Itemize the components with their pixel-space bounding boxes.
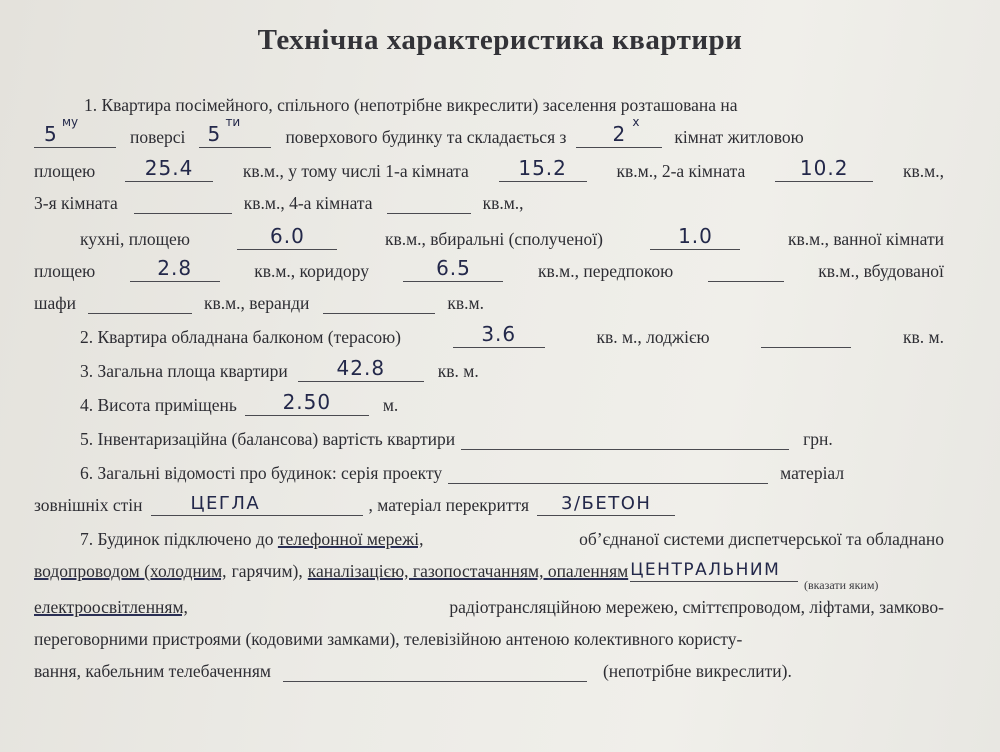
toilet-value: 1.0 (678, 224, 713, 248)
living-area-value: 25.4 (144, 156, 194, 180)
label-room2: кв.м., 2-а кімната (616, 161, 746, 181)
label-room1: кв.м., у тому числі 1-а кімната (242, 161, 469, 181)
loggia-field[interactable] (761, 325, 851, 348)
floors-total-suffix: ти (225, 115, 241, 129)
label-hallway: кв.м., передпокою (537, 261, 674, 281)
kitchen-field[interactable] (237, 224, 337, 250)
label-floor-material: , матеріал перекриття (368, 495, 529, 515)
label-sqm-3: кв.м. (447, 293, 484, 313)
height-value: 2.50 (282, 390, 332, 414)
water-cold: водопроводом (холодним, (34, 561, 227, 581)
heating-note: (вказати яким) (804, 578, 879, 592)
rooms-value: 2 (612, 122, 627, 146)
telephone-network: телефонної мережі, (277, 529, 424, 549)
label-connected: 7. Будинок підключено до (80, 529, 274, 549)
s7-l1 (80, 529, 424, 550)
label-dispatch: об’єднаної системи диспетчерської та обладнано (579, 529, 944, 549)
balcony-value: 3.6 (481, 322, 517, 346)
s1-line2 (34, 115, 944, 148)
floors-total-value: 5 (207, 122, 222, 146)
water-hot: гарячим), (231, 561, 303, 581)
label-toilet: кв.м., вбиральні (сполученої) (384, 229, 603, 249)
kitchen-value: 6.0 (270, 224, 305, 248)
s1-line6 (34, 252, 944, 282)
rooms-field[interactable] (576, 115, 662, 148)
label-material: матеріал (780, 463, 845, 483)
label-meters: м. (382, 395, 399, 415)
s1-line1 (34, 86, 944, 116)
label-sqm: кв.м., (903, 161, 944, 181)
label-cable-tv: вання, кабельним телебаченням (34, 661, 271, 681)
label-sqm-5: кв. м. (437, 361, 479, 381)
label-room3: 3-я кімната (34, 193, 118, 213)
closet-field[interactable] (88, 291, 192, 314)
label-rooms: кімнат житловою (674, 127, 804, 147)
label-corridor: кв.м., коридору (254, 261, 369, 281)
corridor-value: 6.5 (436, 256, 471, 280)
label-outer-walls: зовнішніх стін (34, 495, 143, 515)
label-balcony: 2. Квартира обладнана балконом (терасою) (80, 327, 401, 347)
bath-field[interactable] (130, 256, 220, 282)
floor-material-field[interactable] (537, 493, 675, 516)
electric-lighting: електроосвітленням, (34, 597, 188, 617)
label-sqm-4: кв. м. (903, 327, 944, 347)
corridor-field[interactable] (403, 256, 503, 282)
label-building: поверхового будинку та складається з (285, 127, 567, 147)
page-title: Технічна характеристика квартири (257, 24, 743, 56)
s7-line3 (34, 588, 944, 618)
s1-line5 (34, 220, 944, 250)
total-area-field[interactable] (298, 356, 424, 382)
label-intercom: переговорними пристроями (кодовими замками), телевізійною антеною колективного користу- (34, 629, 743, 649)
label-floor: поверсі (130, 127, 186, 147)
balcony-field[interactable] (453, 322, 545, 348)
room3-field[interactable] (134, 191, 232, 214)
floor-material-value: 3/БЕТОН (561, 493, 652, 514)
floors-total-field[interactable] (199, 115, 271, 148)
floor-field[interactable] (34, 115, 116, 148)
hallway-field[interactable] (708, 259, 784, 282)
s5-line (34, 420, 944, 450)
s7-line4 (34, 620, 944, 650)
toilet-field[interactable] (650, 224, 740, 250)
label-built-in: кв.м., вбудованої (818, 261, 944, 281)
room4-field[interactable] (387, 191, 471, 214)
walls-field[interactable] (151, 493, 363, 516)
project-series-field[interactable] (448, 461, 768, 484)
s7-line1 (34, 520, 944, 550)
room2-field[interactable] (775, 156, 873, 182)
s1-text: 1. Квартира посімейного, спільного (непотрібне викреслити) заселення розташована на (84, 95, 738, 115)
heating-field[interactable] (630, 559, 798, 582)
s1-line4 (34, 184, 944, 214)
s1-line3 (34, 152, 944, 182)
s3-line (34, 352, 944, 382)
label-room4: кв.м., 4-а кімната (243, 193, 373, 213)
room2-value: 10.2 (799, 156, 849, 180)
room1-field[interactable] (499, 156, 587, 182)
walls-value: ЦЕГЛА (190, 493, 261, 514)
total-area-value: 42.8 (336, 356, 386, 380)
cable-tv-field[interactable] (283, 659, 587, 682)
bath-value: 2.8 (157, 256, 193, 280)
s6-line2 (34, 486, 944, 516)
s2-line (34, 318, 944, 348)
room1-value: 15.2 (518, 156, 567, 180)
label-closet: шафи (34, 293, 76, 313)
label-inventory-value: 5. Інвентаризаційна (балансова) вартість квартири (80, 429, 456, 449)
label-area-2: площею (34, 261, 96, 281)
label-kitchen: кухні, площею (80, 229, 190, 249)
label-height: 4. Висота приміщень (80, 395, 237, 415)
label-radio-lifts: радіотрансляційною мережею, сміттєпроводом, ліфтами, замково- (449, 597, 944, 617)
s1-line7 (34, 284, 944, 314)
label-veranda: кв.м., веранди (203, 293, 310, 313)
label-strike-unneeded: (непотрібне викреслити). (602, 661, 792, 681)
s7-line5 (34, 652, 944, 682)
label-total-area: 3. Загальна площа квартири (80, 361, 288, 381)
rooms-suffix: х (632, 115, 640, 129)
living-area-field[interactable] (125, 156, 213, 182)
s6-line1 (34, 454, 944, 484)
label-bath: кв.м., ванної кімнати (788, 229, 944, 249)
label-area: площею (34, 161, 96, 181)
label-sqm-2: кв.м., (482, 193, 524, 213)
label-uah: грн. (803, 429, 833, 449)
inventory-value-field[interactable] (461, 427, 789, 450)
label-loggia: кв. м., лоджією (596, 327, 710, 347)
label-project-series: 6. Загальні відомості про будинок: серія проекту (80, 463, 443, 483)
heating-value: ЦЕНТРАЛЬНИМ (630, 560, 781, 580)
height-field[interactable] (245, 390, 369, 416)
s4-line (34, 386, 944, 416)
sewer-gas-heating: каналізацією, газопостачанням, опаленням (307, 561, 629, 581)
floor-suffix: му (62, 115, 79, 129)
veranda-field[interactable] (323, 291, 435, 314)
floor-value: 5 (44, 122, 58, 146)
